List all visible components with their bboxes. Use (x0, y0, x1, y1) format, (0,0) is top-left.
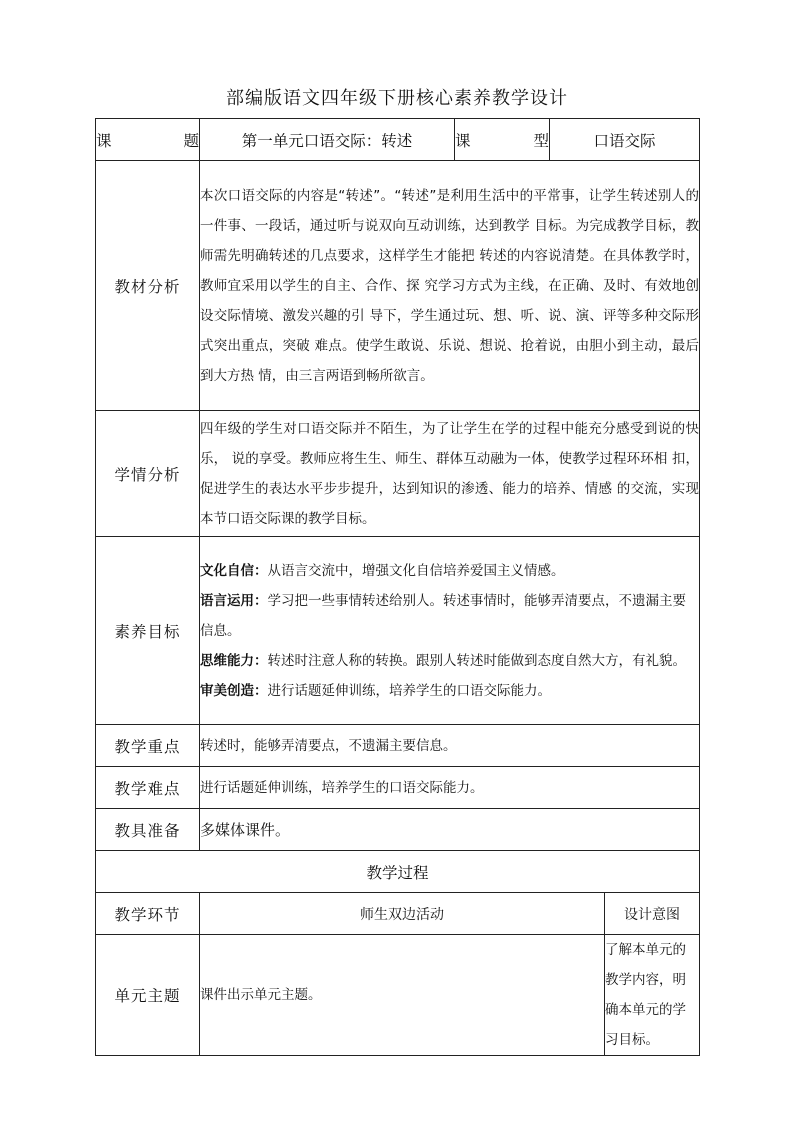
process-stage: 单元主题 (96, 935, 200, 1056)
process-title-row (96, 851, 700, 893)
literacy-goals-list (200, 537, 700, 725)
goal-heading: 审美创造： (200, 682, 268, 699)
goal-item (200, 556, 699, 586)
goal-text: 进行话题延伸训练，培养学生的口语交际能力。 (267, 682, 551, 699)
header-row (96, 119, 700, 161)
literacy-goals-label: 素养目标 (96, 537, 200, 725)
goal-text: 转述时注意人称的转换。跟别人转述时能做到态度自然大方，有礼貌。 (267, 652, 686, 669)
materials-label: 教具准备 (96, 809, 200, 851)
document-title: 部编版语文四年级下册核心素养教学设计 (226, 88, 568, 109)
goal-text: 学习把一些事情转述给别人。转述事情时，能够弄清要点，不遗漏主要信息。 (200, 592, 686, 639)
goal-item (200, 586, 699, 646)
process-row (96, 935, 700, 1056)
lesson-plan-table (95, 118, 700, 1056)
key-point-row (96, 725, 700, 767)
goal-item (200, 676, 699, 706)
process-col-activity: 师生双边活动 (200, 893, 605, 935)
topic-label-cell (96, 119, 200, 161)
process-activity: 课件出示单元主题。 (200, 935, 605, 1056)
goal-heading: 思维能力： (200, 652, 268, 669)
process-intent: 了解本单元的教学内容，明确本单元的学习目标。 (605, 935, 700, 1056)
material-analysis-text: 本次口语交际的内容是“转述”。“转述”是利用生活中的平常事，让学生转述别人的一件事、一段话，通过听与说双向互动训练，达到教学 目标。为完成教学目标，教师需先明确转述的几点要求，这样学生才能把 转述的内容说清楚。在具体教学时，教师宜采用以学生的自主、合作、探 究学习方式为主线，在正确、及时、有效地创设交际情境、激发兴趣的引 导下，学生通过玩、想、听、说、演、评等多种交际形式突出重点，突破 难点。使学生敢说、乐说、想说、抢着说，由胆小到主动，最后到大方热 情，由三言两语到畅所欲言。 (200, 161, 700, 411)
process-col-intent: 设计意图 (605, 893, 700, 935)
goal-heading: 语言运用： (200, 592, 268, 609)
type-label-cell (455, 119, 550, 161)
goal-item (200, 646, 699, 676)
type-value: 口语交际 (550, 119, 700, 161)
process-title: 教学过程 (96, 851, 700, 893)
key-point-text: 转述时，能够弄清要点，不遗漏主要信息。 (200, 725, 700, 767)
material-analysis-label: 教材分析 (96, 161, 200, 411)
goal-text: 从语言交流中，增强文化自信培养爱国主义情感。 (267, 562, 565, 579)
topic-label-char-2: 题 (183, 131, 199, 150)
materials-row (96, 809, 700, 851)
literacy-goals-row (96, 537, 700, 725)
student-analysis-text: 四年级的学生对口语交际并不陌生，为了让学生在学的过程中能充分感受到说的快乐， 说的享受。教师应将生生、师生、群体互动融为一体，使教学过程环环相 扣，促进学生的表达水平步步提升，达到知识的渗透、能力的培养、情感 的交流，实现本节口语交际课的教学目标。 (200, 411, 700, 537)
type-label-char-2: 型 (533, 131, 549, 150)
key-point-label: 教学重点 (96, 725, 200, 767)
process-header-row (96, 893, 700, 935)
materials-text: 多媒体课件。 (200, 809, 700, 851)
difficulty-label: 教学难点 (96, 767, 200, 809)
student-analysis-row (96, 411, 700, 537)
student-analysis-label: 学情分析 (96, 411, 200, 537)
goal-heading: 文化自信： (200, 562, 268, 579)
difficulty-row (96, 767, 700, 809)
topic-value: 第一单元口语交际：转述 (200, 119, 455, 161)
type-label-char-1: 课 (455, 131, 471, 150)
topic-label-char-1: 课 (96, 131, 112, 150)
process-col-stage: 教学环节 (96, 893, 200, 935)
difficulty-text: 进行话题延伸训练，培养学生的口语交际能力。 (200, 767, 700, 809)
material-analysis-row (96, 161, 700, 411)
